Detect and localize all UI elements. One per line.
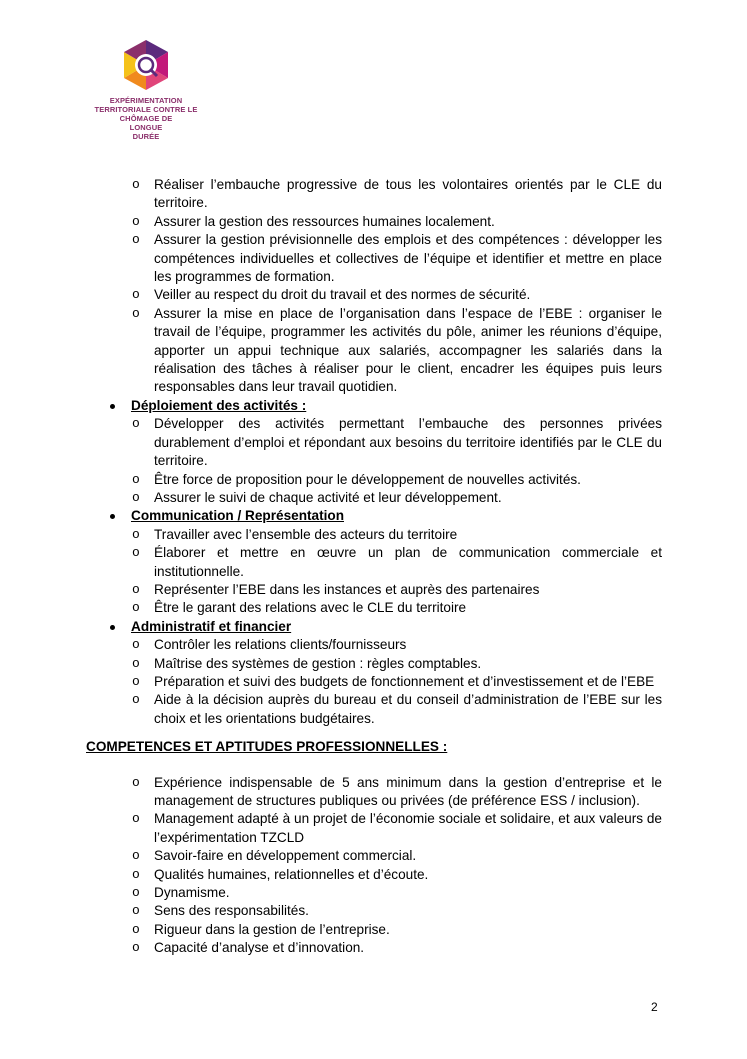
- list-item: o Expérience indispensable de 5 ans minimum dans la gestion d’entreprise et le management de structures publiques ou privées (de préférence ESS / inclusion).: [154, 774, 662, 811]
- list-item: o Assurer le suivi de chaque activité et leur développement.: [154, 489, 662, 507]
- main-content: [0, 176, 747, 958]
- list-item: o Contrôler les relations clients/fournisseurs: [154, 636, 662, 654]
- list-item: o Qualités humaines, relationnelles et d’écoute.: [154, 866, 662, 884]
- tzcld-logo: [92, 38, 212, 141]
- list-item: o Être le garant des relations avec le CLE du territoire: [154, 599, 662, 617]
- section-title-administratif: Administratif et financier: [131, 618, 747, 636]
- page-number: 2: [651, 1000, 658, 1014]
- list-item: o Capacité d’analyse et d’innovation.: [154, 939, 662, 957]
- list-item: o Travailler avec l’ensemble des acteurs du territoire: [154, 526, 662, 544]
- list-item: o Assurer la gestion des ressources humaines localement.: [154, 213, 662, 231]
- list-item: o Préparation et suivi des budgets de fonctionnement et d’investissement et de l’EBE: [154, 673, 662, 691]
- list-item: o Sens des responsabilités.: [154, 902, 662, 920]
- competences-heading: COMPETENCES ET APTITUDES PROFESSIONNELLES :: [86, 739, 448, 755]
- list-item: o Veiller au respect du droit du travail et des normes de sécurité.: [154, 286, 662, 304]
- list-item: o Réaliser l’embauche progressive de tous les volontaires orientés par le CLE du territoire.: [154, 176, 662, 213]
- section-title-communication: Communication / Représentation: [131, 507, 747, 525]
- list-item: o Maîtrise des systèmes de gestion : règles comptables.: [154, 655, 662, 673]
- list-item: o Savoir-faire en développement commercial.: [154, 847, 662, 865]
- list-item: o Élaborer et mettre en œuvre un plan de communication commerciale et institutionnelle.: [154, 544, 662, 581]
- list-item: o Dynamisme.: [154, 884, 662, 902]
- list-item: o Management adapté à un projet de l’économie sociale et solidaire, et aux valeurs de l’expérimentation TZCLD: [154, 810, 662, 847]
- section-title-deploiement: Déploiement des activités :: [131, 397, 747, 415]
- logo-hexagon-icon: [119, 38, 173, 92]
- list-item: o Être force de proposition pour le développement de nouvelles activités.: [154, 471, 662, 489]
- list-item: o Rigueur dans la gestion de l’entreprise.: [154, 921, 662, 939]
- list-item: o Aide à la décision auprès du bureau et du conseil d’administration de l’EBE sur les choix et les orientations budgétaires.: [154, 691, 662, 728]
- list-item: o Assurer la gestion prévisionnelle des emplois et des compétences : développer les compétences individuelles et collectives de l’équipe et identifier et mettre en place les programmes de formation.: [154, 231, 662, 286]
- list-item: o Développer des activités permettant l’embauche des personnes privées durablement d’emploi et répondant aux besoins du territoire identifiés par le CLE du territoire.: [154, 415, 662, 470]
- logo-text: EXPÉRIMENTATION TERRITORIALE CONTRE LE CHÔMAGE DE LONGUE DURÉE: [94, 96, 198, 141]
- list-item: o Représenter l’EBE dans les instances et auprès des partenaires: [154, 581, 662, 599]
- list-item: o Assurer la mise en place de l’organisation dans l’espace de l’EBE : organiser le travail de l’équipe, programmer les activités du pôle, animer les réunions d’équipe, apporter un appui technique aux salariés, accompagner les salariés dans la réalisation des tâches à réaliser pour le client, encadrer les équipes puis leurs responsables dans leur travail quotidien.: [154, 305, 662, 397]
